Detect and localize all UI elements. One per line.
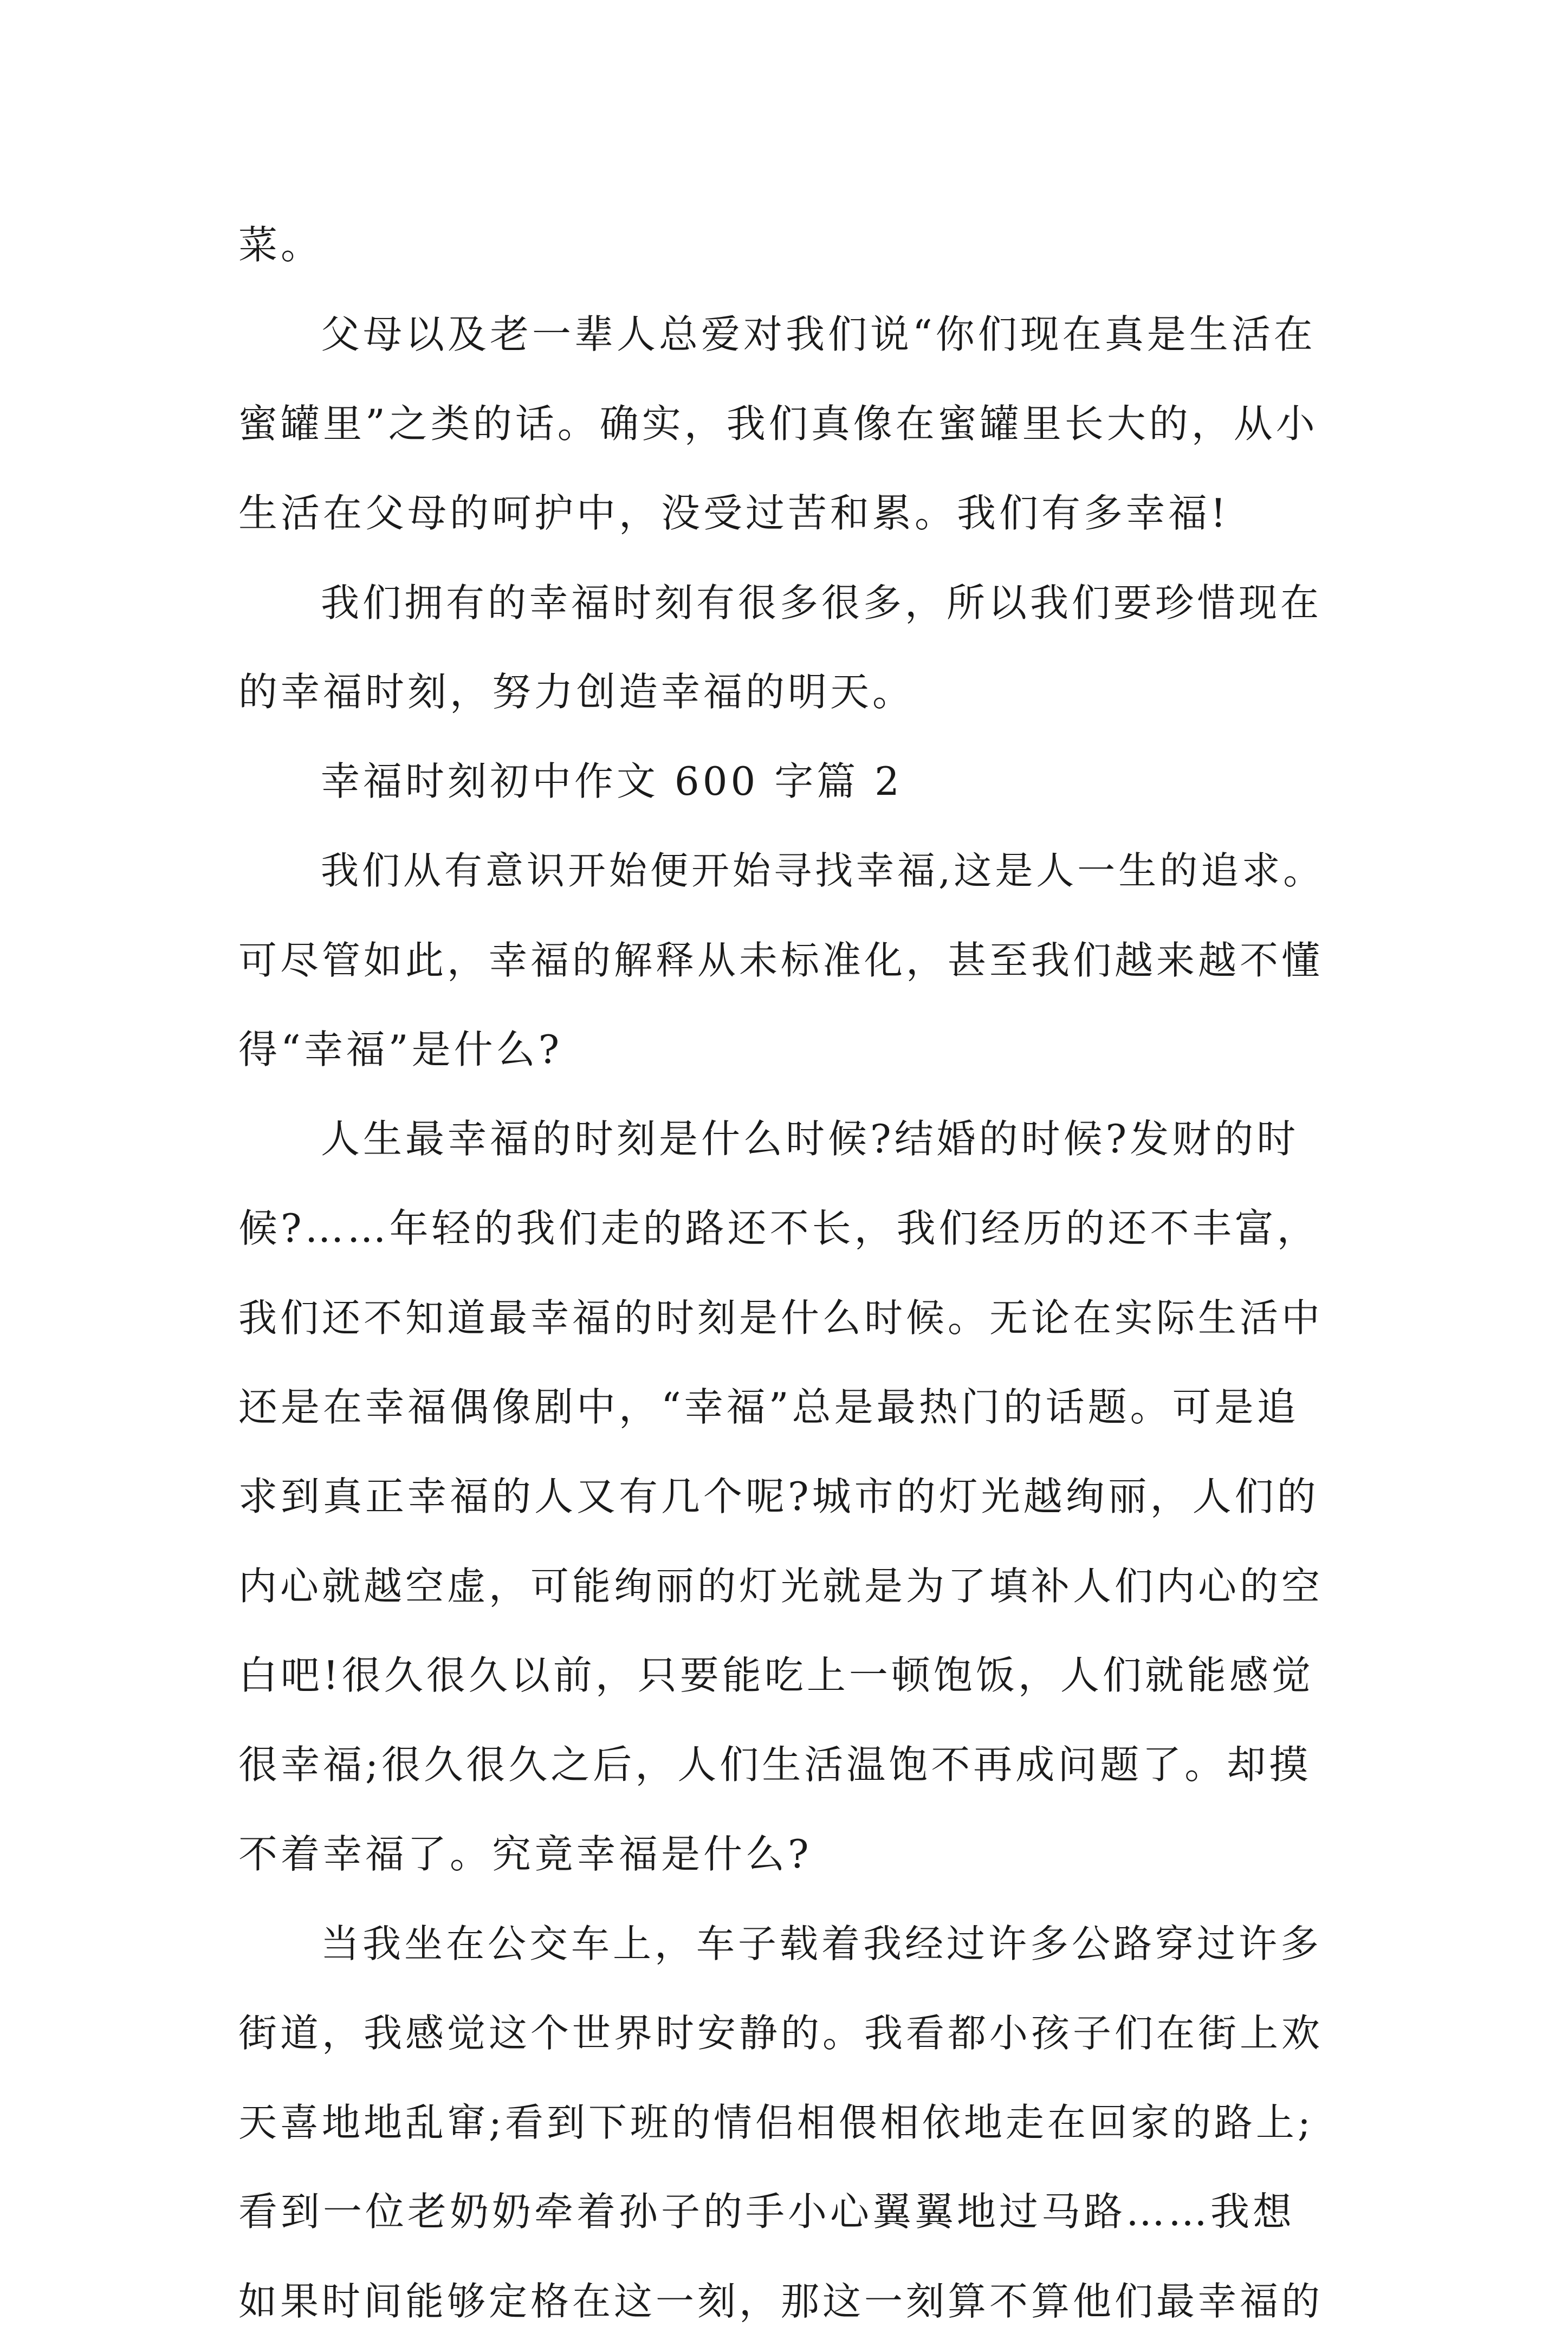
text-line: 菜。: [238, 222, 323, 268]
document-body: [238, 200, 1327, 2346]
text-line: 父母以及老一辈人总爱对我们说“你们现在真是生活在: [321, 312, 1316, 357]
text-line: 看到一位老奶奶牵着孙子的手小心翼翼地过马路……我想: [238, 2189, 1295, 2234]
text-line: 我们还不知道最幸福的时刻是什么时候。无论在实际生活中: [238, 1295, 1324, 1340]
text-line: 不着幸福了。究竟幸福是什么?: [238, 1831, 812, 1877]
text-line: 可尽管如此，幸福的解释从未标准化，甚至我们越来越不懂: [238, 938, 1324, 983]
text-line: 人生最幸福的时刻是什么时候?结婚的时候?发财的时: [321, 1116, 1299, 1162]
text-line: 我们从有意识开始便开始寻找幸福,这是人一生的追求。: [321, 848, 1325, 893]
text-line: 蜜罐里”之类的话。确实，我们真像在蜜罐里长大的，从小: [238, 401, 1318, 446]
text-line: 候?……年轻的我们走的路还不长，我们经历的还不丰富，: [238, 1206, 1319, 1251]
text-line: 如果时间能够定格在这一刻，那这一刻算不算他们最幸福的: [238, 2279, 1324, 2324]
text-line: 天喜地地乱窜;看到下班的情侣相偎相依地走在回家的路上;: [238, 2100, 1314, 2145]
text-line: 当我坐在公交车上，车子载着我经过许多公路穿过许多: [321, 1921, 1323, 1966]
text-line: 还是在幸福偶像剧中，“幸福”总是最热门的话题。可是追: [238, 1384, 1299, 1430]
text-line: 的幸福时刻，努力创造幸福的明天。: [238, 669, 915, 715]
text-line: 白吧!很久很久以前，只要能吃上一顿饱饭，人们就能感觉: [238, 1652, 1314, 1698]
text-line: 内心就越空虚，可能绚丽的灯光就是为了填补人们内心的空: [238, 1564, 1324, 1609]
text-line: 得“幸福”是什么?: [238, 1027, 563, 1072]
section-heading: 幸福时刻初中作文 600 字篇 2: [321, 759, 903, 804]
text-line: 街道，我感觉这个世界时安静的。我看都小孩子们在街上欢: [238, 2011, 1324, 2056]
text-line: 求到真正幸福的人又有几个呢?城市的灯光越绚丽，人们的: [238, 1474, 1319, 1519]
text-line: 我们拥有的幸福时刻有很多很多，所以我们要珍惜现在: [321, 580, 1323, 625]
text-line: 生活在父母的呵护中，没受过苦和累。我们有多幸福!: [238, 490, 1229, 536]
text-line: 很幸福;很久很久之后，人们生活温饱不再成问题了。却摸: [238, 1742, 1312, 1787]
